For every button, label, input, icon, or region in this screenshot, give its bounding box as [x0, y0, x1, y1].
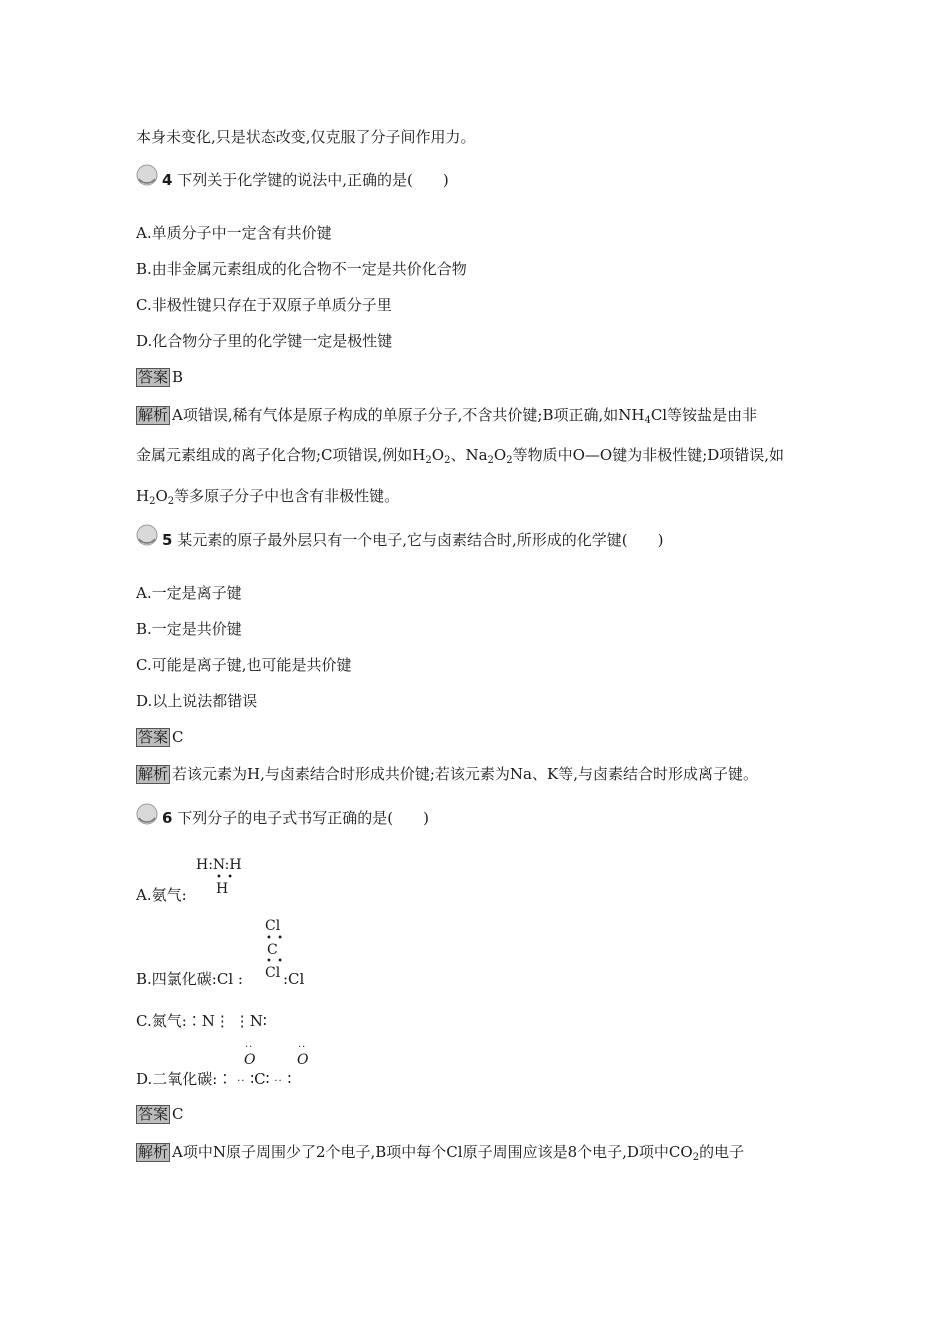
question-text: 某元素的原子最外层只有一个电子,它与卤素结合时,所形成的化学键( )	[177, 531, 664, 549]
question-text: 下列分子的电子式书写正确的是( )	[177, 809, 429, 827]
option-c: C.可能是离子键,也可能是共价键	[136, 656, 352, 674]
question-marker-icon	[136, 803, 158, 825]
lone-pair-dots: ··	[245, 1042, 254, 1053]
question-number: 5	[162, 531, 173, 549]
analysis-tag: 解析	[138, 406, 169, 424]
question-marker-icon	[136, 164, 158, 186]
nh3-formula-top: H:N:H	[196, 857, 242, 873]
option-b: B.由非金属元素组成的化合物不一定是共价化合物	[136, 260, 467, 278]
analysis-line-1: 解析 A项错误,稀有气体是原子构成的单原子分子,不含共价键;B项正确,如$NH_4Cl$等铵盐是由非	[138, 406, 758, 426]
analysis-line: 解析 A项中N原子周围少了2个电子,B项中每个Cl原子周围应该是8个电子,D项中$CO_2$的电子	[138, 1143, 745, 1163]
option-a: A.一定是离子键	[136, 584, 242, 602]
question-marker-icon	[136, 524, 158, 546]
answer-value: C	[172, 1105, 184, 1123]
answer-tag: 答案	[138, 728, 169, 746]
question-6-stem	[162, 808, 870, 828]
analysis-line-3: $H_2O_2$等多原子分子中也含有非极性键。	[136, 487, 400, 507]
bond-dots: • •	[266, 933, 284, 944]
co2-oxygen-right: O	[297, 1052, 309, 1068]
ccl4-top: Cl	[265, 918, 281, 934]
question-4-stem	[162, 170, 870, 190]
answer-line	[136, 367, 870, 387]
answer-value: C	[172, 728, 184, 746]
question-5-stem	[162, 530, 870, 550]
lone-pair-dots: ··	[298, 1042, 307, 1053]
option-d: D.二氧化碳:∶ ·· ∶C∶ ·· ∶	[136, 1070, 292, 1088]
option-c: C.非极性键只存在于双原子单质分子里	[136, 296, 392, 314]
question-number: 4	[162, 171, 173, 189]
carryover-text: 本身未变化,只是状态改变,仅克服了分子间作用力。	[136, 128, 476, 146]
ccl4-bottom: Cl	[265, 965, 281, 981]
answer-tag: 答案	[138, 368, 169, 386]
answer-line	[136, 1104, 870, 1124]
analysis-tag: 解析	[138, 1143, 169, 1161]
co2-oxygen-left: O	[244, 1052, 256, 1068]
answer-line	[136, 727, 870, 747]
ccl4-center: C	[267, 942, 278, 958]
question-number: 6	[162, 809, 173, 827]
analysis-line-2: 金属元素组成的离子化合物;C项错误,例如$H_2O_2$、$Na_2O_2$等物质中O—O键为非极性键;D项错误,如	[136, 446, 785, 466]
analysis-line: 解析 若该元素为H,与卤素结合时形成共价键;若该元素为Na、K等,与卤素结合时形成离子键。	[138, 765, 758, 783]
bond-dots: • •	[266, 956, 284, 967]
option-a: A.氨气:	[136, 886, 187, 904]
lone-pair-dots: • •	[216, 872, 234, 883]
option-b: B.一定是共价键	[136, 620, 242, 638]
analysis-tag: 解析	[138, 765, 169, 783]
option-d: D.以上说法都错误	[136, 692, 258, 710]
option-d: D.化合物分子里的化学键一定是极性键	[136, 332, 393, 350]
answer-tag: 答案	[138, 1105, 169, 1123]
option-c: C.氮气:∶N⋮ ⋮N∶	[136, 1012, 267, 1030]
option-a: A.单质分子中一定含有共价键	[136, 224, 332, 242]
question-text: 下列关于化学键的说法中,正确的是( )	[177, 171, 449, 189]
option-b: B.四氯化碳:Cl : :Cl	[136, 970, 305, 988]
answer-value: B	[172, 368, 184, 386]
nh3-formula-bottom: H	[216, 881, 229, 897]
